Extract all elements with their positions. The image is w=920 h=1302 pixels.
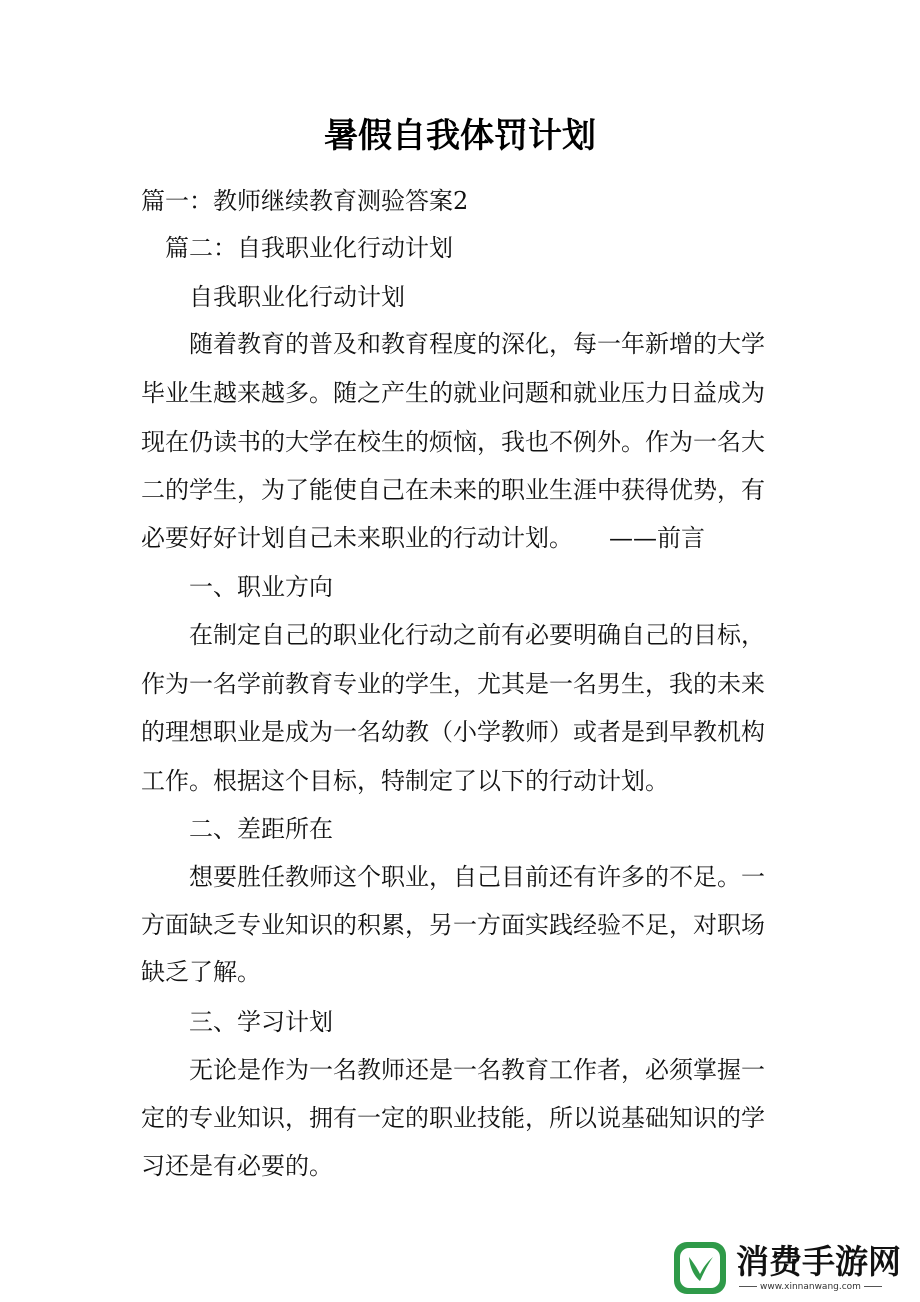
text-line: 必要好好计划自己未来职业的行动计划。 ——前言	[141, 524, 705, 552]
text-line-heading-1: 篇一：教师继续教育测验答案2	[141, 187, 469, 215]
text-line: 缺乏了解。	[141, 958, 261, 986]
text-line: 的理想职业是成为一名幼教（小学教师）或者是到早教机构	[141, 718, 765, 746]
text-line: 想要胜任教师这个职业，自己目前还有许多的不足。一	[189, 863, 765, 891]
page-title: 暑假自我体罚计划	[324, 116, 596, 156]
text-line: 毕业生越来越多。随之产生的就业问题和就业压力日益成为	[141, 379, 765, 407]
watermark-name: 消费手游网	[736, 1242, 901, 1281]
watermark-badge	[674, 1240, 914, 1298]
text-line: 在制定自己的职业化行动之前有必要明确自己的目标，	[189, 621, 765, 649]
text-line-section-3: 三、学习计划	[189, 1008, 333, 1036]
watermark-url: www.xinnanwang.com	[736, 1281, 885, 1293]
text-line-heading-2: 篇二：自我职业化行动计划	[165, 234, 453, 262]
text-line-section-2: 二、差距所在	[189, 815, 333, 843]
text-line: 无论是作为一名教师还是一名教育工作者，必须掌握一	[189, 1056, 765, 1084]
text-line-subtitle: 自我职业化行动计划	[189, 283, 405, 311]
text-line: 作为一名学前教育专业的学生，尤其是一名男生，我的未来	[141, 670, 765, 698]
text-line: 随着教育的普及和教育程度的深化，每一年新增的大学	[189, 330, 765, 358]
text-line-section-1: 一、职业方向	[189, 573, 333, 601]
text-line: 定的专业知识，拥有一定的职业技能，所以说基础知识的学	[141, 1104, 765, 1132]
text-line: 现在仍读书的大学在校生的烦恼，我也不例外。作为一名大	[141, 428, 765, 456]
text-line: 方面缺乏专业知识的积累，另一方面实践经验不足，对职场	[141, 911, 765, 939]
text-line: 习还是有必要的。	[141, 1152, 333, 1180]
text-line: 二的学生，为了能使自己在未来的职业生涯中获得优势，有	[141, 476, 765, 504]
checkmark-leaf-icon	[674, 1242, 726, 1294]
text-line: 工作。根据这个目标，特制定了以下的行动计划。	[141, 767, 669, 795]
